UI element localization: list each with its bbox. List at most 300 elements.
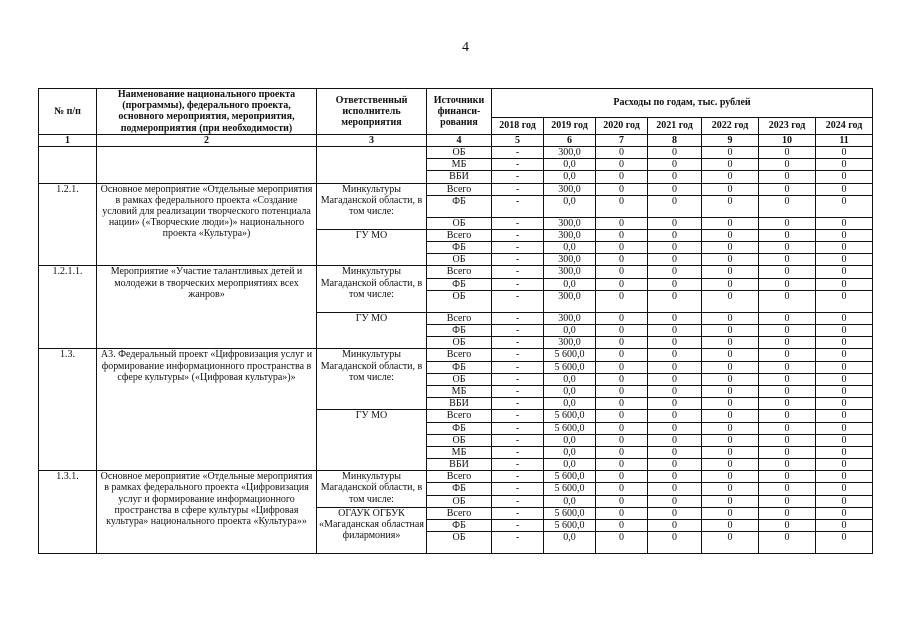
expense-value: -	[492, 325, 544, 337]
expense-value: 300,0	[544, 217, 596, 229]
expense-value: 0	[816, 159, 873, 171]
expense-value: -	[492, 520, 544, 532]
expense-value: 0	[816, 410, 873, 422]
expense-value: 0	[648, 290, 702, 312]
expense-value: 0	[759, 254, 816, 266]
item-number: 1.2.1.1.	[39, 266, 97, 349]
expense-value: 0	[759, 361, 816, 373]
expense-value: 0	[816, 242, 873, 254]
page-number: 4	[462, 40, 469, 55]
responsible-executor: ГУ МО	[317, 410, 427, 471]
expense-value: 0	[759, 337, 816, 349]
expense-value: 0	[596, 337, 648, 349]
expense-value: 0	[759, 410, 816, 422]
expense-value: 0	[596, 229, 648, 241]
year-header: 2023 год	[759, 118, 816, 135]
responsible-executor: Минкультуры Магаданской области, в том числе:	[317, 183, 427, 229]
funding-source: Всего	[427, 507, 492, 519]
expense-value: 0	[702, 520, 759, 532]
responsible-executor	[317, 146, 427, 183]
funding-source: ОБ	[427, 254, 492, 266]
funding-source: ФБ	[427, 520, 492, 532]
funding-source: Всего	[427, 471, 492, 483]
expense-value: 0	[596, 459, 648, 471]
column-number: 4	[427, 134, 492, 146]
expense-value: 0	[648, 159, 702, 171]
expense-value: -	[492, 459, 544, 471]
expense-value: 300,0	[544, 229, 596, 241]
expense-value: 0	[759, 459, 816, 471]
year-header: 2022 год	[702, 118, 759, 135]
expense-value: 0	[596, 422, 648, 434]
expense-value: 0	[702, 471, 759, 483]
expense-value: -	[492, 471, 544, 483]
expense-value: -	[492, 266, 544, 278]
expense-value: -	[492, 434, 544, 446]
expense-value: -	[492, 278, 544, 290]
expense-value: 300,0	[544, 146, 596, 158]
expense-value: 0,0	[544, 325, 596, 337]
funding-source: ФБ	[427, 325, 492, 337]
expense-value: 0	[702, 229, 759, 241]
expense-value: -	[492, 385, 544, 397]
expense-value: -	[492, 373, 544, 385]
expense-value: 0	[596, 159, 648, 171]
funding-source: ВБИ	[427, 459, 492, 471]
responsible-executor: ГУ МО	[317, 229, 427, 266]
expense-value: 5 600,0	[544, 520, 596, 532]
expense-value: 0,0	[544, 159, 596, 171]
expense-value: -	[492, 495, 544, 507]
expense-value: 0	[759, 171, 816, 183]
expense-value: 0	[596, 532, 648, 554]
expense-value: 0	[596, 434, 648, 446]
expense-value: 0	[648, 229, 702, 241]
expense-value: 0	[702, 266, 759, 278]
expense-value: -	[492, 290, 544, 312]
funding-source: ОБ	[427, 337, 492, 349]
funding-source: ОБ	[427, 434, 492, 446]
expense-value: 0	[596, 471, 648, 483]
expense-value: 0	[759, 159, 816, 171]
expense-value: 0	[648, 146, 702, 158]
expense-value: 0	[648, 398, 702, 410]
expense-value: 0	[648, 349, 702, 361]
funding-source: МБ	[427, 446, 492, 458]
expense-value: 0	[702, 361, 759, 373]
expense-value: 0	[648, 278, 702, 290]
funding-source: ФБ	[427, 422, 492, 434]
expense-value: 0	[648, 171, 702, 183]
expense-value: -	[492, 229, 544, 241]
expense-value: 0	[648, 471, 702, 483]
expense-value: 0	[816, 507, 873, 519]
expense-value: 300,0	[544, 254, 596, 266]
expense-value: 0	[648, 520, 702, 532]
expense-value: 0	[648, 483, 702, 495]
funding-source: ФБ	[427, 483, 492, 495]
expense-value: 0	[759, 217, 816, 229]
expense-value: 0	[648, 361, 702, 373]
expense-value: -	[492, 483, 544, 495]
expense-value: 0	[816, 254, 873, 266]
expense-value: 0	[816, 278, 873, 290]
expense-value: 0	[702, 459, 759, 471]
expense-value: 0	[702, 337, 759, 349]
item-number: 1.3.1.	[39, 471, 97, 554]
expense-value: 0	[816, 446, 873, 458]
expense-value: 0	[648, 242, 702, 254]
expense-value: -	[492, 446, 544, 458]
expense-value: 0	[816, 290, 873, 312]
funding-source: Всего	[427, 312, 492, 324]
expense-value: 0	[596, 266, 648, 278]
expense-value: -	[492, 195, 544, 217]
expense-value: -	[492, 183, 544, 195]
expense-value: 5 600,0	[544, 410, 596, 422]
expense-value: -	[492, 422, 544, 434]
expense-value: 0,0	[544, 171, 596, 183]
expense-value: 0	[816, 459, 873, 471]
funding-source: ОБ	[427, 217, 492, 229]
item-name: Мероприятие «Участие талантливых детей и молодежи в творческих мероприятиях всех жанров»	[97, 266, 317, 349]
column-number: 5	[492, 134, 544, 146]
column-number: 6	[544, 134, 596, 146]
col-header-source: Источники финанси-рования	[427, 89, 492, 135]
expense-value: 0,0	[544, 434, 596, 446]
year-header: 2024 год	[816, 118, 873, 135]
responsible-executor: ГУ МО	[317, 312, 427, 349]
expense-value: 0,0	[544, 195, 596, 217]
table-row	[39, 183, 873, 195]
expense-value: 0	[648, 337, 702, 349]
expense-value: 0,0	[544, 242, 596, 254]
funding-source: ОБ	[427, 146, 492, 158]
column-number: 7	[596, 134, 648, 146]
expense-value: -	[492, 532, 544, 554]
funding-source: ФБ	[427, 278, 492, 290]
expense-value: 0	[596, 312, 648, 324]
expense-value: 0	[648, 312, 702, 324]
responsible-executor: Минкультуры Магаданской области, в том числе:	[317, 471, 427, 508]
expense-value: 0,0	[544, 278, 596, 290]
expense-value: 0	[596, 325, 648, 337]
expense-value: 5 600,0	[544, 422, 596, 434]
expense-value: 0	[702, 312, 759, 324]
expense-value: 0,0	[544, 495, 596, 507]
responsible-executor: Минкультуры Магаданской области, в том числе:	[317, 349, 427, 410]
funding-source: МБ	[427, 159, 492, 171]
expense-value: -	[492, 410, 544, 422]
column-number: 11	[816, 134, 873, 146]
expense-value: 0	[759, 520, 816, 532]
expense-value: 300,0	[544, 290, 596, 312]
expense-value: 5 600,0	[544, 361, 596, 373]
expense-value: 0	[759, 242, 816, 254]
expense-value: 0	[596, 361, 648, 373]
item-number: 1.2.1.	[39, 183, 97, 266]
expense-value: 0	[816, 398, 873, 410]
table-row	[39, 349, 873, 361]
expense-value: -	[492, 361, 544, 373]
column-number: 8	[648, 134, 702, 146]
expense-value: -	[492, 337, 544, 349]
expense-value: 0	[816, 337, 873, 349]
expense-value: 0	[702, 434, 759, 446]
column-number: 2	[97, 134, 317, 146]
expense-value: 5 600,0	[544, 483, 596, 495]
expense-value: 0	[759, 229, 816, 241]
expense-value: 0	[759, 532, 816, 554]
expense-value: 0	[648, 459, 702, 471]
expense-value: 0	[816, 373, 873, 385]
expense-value: 0	[702, 183, 759, 195]
expense-value: 0	[702, 325, 759, 337]
responsible-executor: Минкультуры Магаданской области, в том числе:	[317, 266, 427, 312]
expense-value: 0	[648, 532, 702, 554]
expense-value: 0	[596, 446, 648, 458]
expense-value: 0	[648, 217, 702, 229]
funding-source: ОБ	[427, 290, 492, 312]
expense-value: 300,0	[544, 337, 596, 349]
expense-value: 0	[596, 242, 648, 254]
expense-value: 0	[596, 183, 648, 195]
funding-source: ВБИ	[427, 171, 492, 183]
column-number: 10	[759, 134, 816, 146]
expense-value: 0	[648, 254, 702, 266]
expense-value: 0	[596, 290, 648, 312]
expense-value: 0	[648, 183, 702, 195]
expense-value: 0	[702, 146, 759, 158]
funding-source: Всего	[427, 229, 492, 241]
expense-value: 0	[596, 278, 648, 290]
expense-value: 0	[596, 254, 648, 266]
expense-value: -	[492, 146, 544, 158]
expense-value: 0	[702, 290, 759, 312]
expense-value: 0	[759, 183, 816, 195]
expense-value: 0,0	[544, 373, 596, 385]
funding-source: ОБ	[427, 532, 492, 554]
expense-value: 0	[702, 217, 759, 229]
col-header-name: Наименование национального проекта (программы), федерального проекта, основного мероприятия, мероприятия, подмероприятия (при необходимости)	[97, 89, 317, 135]
expense-value: 0	[596, 195, 648, 217]
year-header: 2019 год	[544, 118, 596, 135]
expense-value: 0	[759, 507, 816, 519]
expense-value: 0	[702, 410, 759, 422]
expense-value: 0,0	[544, 398, 596, 410]
expense-value: 0	[816, 266, 873, 278]
item-name: Основное мероприятие «Отдельные мероприятия в рамках федерального проекта «Создание условий для реализации творческого потенциала нации» («Творческие люди»)» национального проекта «Культура»)	[97, 183, 317, 266]
expense-value: 0	[596, 171, 648, 183]
expense-value: 0	[648, 434, 702, 446]
item-name: Основное мероприятие «Отдельные мероприятия в рамках федерального проекта «Цифровизация услуг и формирование информационного пространства в сфере культуры «Цифровая культура» национального проекта «Культура»»	[97, 471, 317, 554]
expense-value: 0	[596, 410, 648, 422]
expense-value: 0	[759, 495, 816, 507]
table-row	[39, 471, 873, 483]
expense-value: 0	[759, 312, 816, 324]
expense-value: 0	[596, 398, 648, 410]
expense-value: 0	[648, 495, 702, 507]
expense-value: 0	[759, 266, 816, 278]
expense-value: 0	[702, 373, 759, 385]
expense-value: 5 600,0	[544, 507, 596, 519]
expense-value: 0	[759, 446, 816, 458]
expense-value: 0	[648, 422, 702, 434]
expense-value: -	[492, 217, 544, 229]
funding-source: Всего	[427, 410, 492, 422]
table-header	[39, 89, 873, 147]
expense-value: 300,0	[544, 266, 596, 278]
funding-source: Всего	[427, 349, 492, 361]
expense-value: 0	[759, 422, 816, 434]
expense-value: 0	[816, 361, 873, 373]
expense-value: 0	[648, 266, 702, 278]
year-header: 2018 год	[492, 118, 544, 135]
item-name: А3. Федеральный проект «Цифровизация услуг и формирование информационного пространства в сфере культуры» («Цифровая культура»)»	[97, 349, 317, 471]
column-number: 1	[39, 134, 97, 146]
expense-value: 0	[759, 434, 816, 446]
expense-value: 0	[596, 373, 648, 385]
funding-source: ОБ	[427, 373, 492, 385]
expense-value: 0	[816, 183, 873, 195]
funding-source: ФБ	[427, 361, 492, 373]
expense-value: 0	[648, 373, 702, 385]
item-number: 1.3.	[39, 349, 97, 471]
item-name	[97, 146, 317, 183]
expense-value: 0	[759, 349, 816, 361]
expense-value: -	[492, 171, 544, 183]
expense-value: 0	[816, 520, 873, 532]
expense-value: 0	[759, 398, 816, 410]
expense-value: 0,0	[544, 459, 596, 471]
expense-value: 0	[648, 507, 702, 519]
expense-value: 0	[596, 507, 648, 519]
expense-value: 0	[648, 325, 702, 337]
expense-value: 300,0	[544, 183, 596, 195]
expense-value: 0	[648, 385, 702, 397]
expense-value: 0	[702, 349, 759, 361]
expense-value: 5 600,0	[544, 349, 596, 361]
funding-source: МБ	[427, 385, 492, 397]
col-header-num: № п/п	[39, 89, 97, 135]
column-number: 3	[317, 134, 427, 146]
expense-value: 0	[816, 385, 873, 397]
expense-value: 0	[816, 422, 873, 434]
funding-source: Всего	[427, 266, 492, 278]
expense-value: 0	[702, 398, 759, 410]
expense-value: 0	[759, 471, 816, 483]
responsible-executor: ОГАУК ОГБУК «Магаданская областная филармония»	[317, 507, 427, 553]
expense-value: 0	[702, 278, 759, 290]
expense-value: 0	[702, 532, 759, 554]
expense-value: 0	[648, 446, 702, 458]
expense-value: 0,0	[544, 385, 596, 397]
expense-value: 0	[816, 312, 873, 324]
expense-value: 0	[759, 290, 816, 312]
expense-value: -	[492, 312, 544, 324]
expense-value: 0	[702, 422, 759, 434]
expense-value: 0,0	[544, 532, 596, 554]
expense-value: 0	[816, 483, 873, 495]
expense-value: 0	[816, 325, 873, 337]
col-header-expenses: Расходы по годам, тыс. рублей	[492, 89, 873, 118]
expense-value: 0	[759, 483, 816, 495]
expense-value: 0	[702, 171, 759, 183]
funding-source: ФБ	[427, 242, 492, 254]
expense-value: 0	[702, 446, 759, 458]
column-number: 9	[702, 134, 759, 146]
item-number	[39, 146, 97, 183]
year-header: 2021 год	[648, 118, 702, 135]
expense-value: 0	[759, 146, 816, 158]
expense-value: 0	[702, 495, 759, 507]
expense-value: -	[492, 254, 544, 266]
expense-value: 0	[816, 146, 873, 158]
expense-value: 0	[816, 171, 873, 183]
expense-value: 0	[816, 195, 873, 217]
funding-source: ОБ	[427, 495, 492, 507]
expense-value: 0	[816, 349, 873, 361]
expense-value: 0	[596, 349, 648, 361]
expense-value: 0	[702, 385, 759, 397]
expense-value: 0	[759, 325, 816, 337]
expense-value: 0	[816, 495, 873, 507]
table-row	[39, 266, 873, 278]
expense-value: 0	[596, 385, 648, 397]
table-row	[39, 146, 873, 158]
expense-value: 300,0	[544, 312, 596, 324]
expense-value: 0	[759, 373, 816, 385]
expense-value: 0	[648, 195, 702, 217]
expense-value: 0	[702, 242, 759, 254]
expense-value: 0	[702, 195, 759, 217]
expense-value: 0,0	[544, 446, 596, 458]
expense-value: 0	[759, 278, 816, 290]
expense-value: 0	[702, 254, 759, 266]
expense-value: 0	[596, 520, 648, 532]
expense-value: 0	[596, 217, 648, 229]
expense-value: 0	[816, 217, 873, 229]
expense-value: 0	[759, 195, 816, 217]
expense-value: 0	[596, 146, 648, 158]
expense-value: 0	[816, 471, 873, 483]
funding-source: Всего	[427, 183, 492, 195]
expense-value: 0	[702, 507, 759, 519]
expense-value: 0	[816, 229, 873, 241]
expense-value: 0	[816, 434, 873, 446]
expense-value: -	[492, 349, 544, 361]
expense-value: -	[492, 242, 544, 254]
year-header: 2020 год	[596, 118, 648, 135]
funding-source: ФБ	[427, 195, 492, 217]
expense-value: 0	[702, 483, 759, 495]
column-number-row	[39, 134, 873, 146]
expense-value: -	[492, 507, 544, 519]
expense-value: 0	[596, 483, 648, 495]
expense-value: 5 600,0	[544, 471, 596, 483]
expense-value: -	[492, 398, 544, 410]
budget-table	[38, 88, 873, 554]
expense-value: 0	[702, 159, 759, 171]
expense-value: 0	[648, 410, 702, 422]
funding-source: ВБИ	[427, 398, 492, 410]
col-header-responsible: Ответственный исполнитель мероприятия	[317, 89, 427, 135]
expense-value: 0	[759, 385, 816, 397]
expense-value: 0	[596, 495, 648, 507]
table-body	[39, 146, 873, 553]
expense-value: 0	[816, 532, 873, 554]
expense-value: -	[492, 159, 544, 171]
